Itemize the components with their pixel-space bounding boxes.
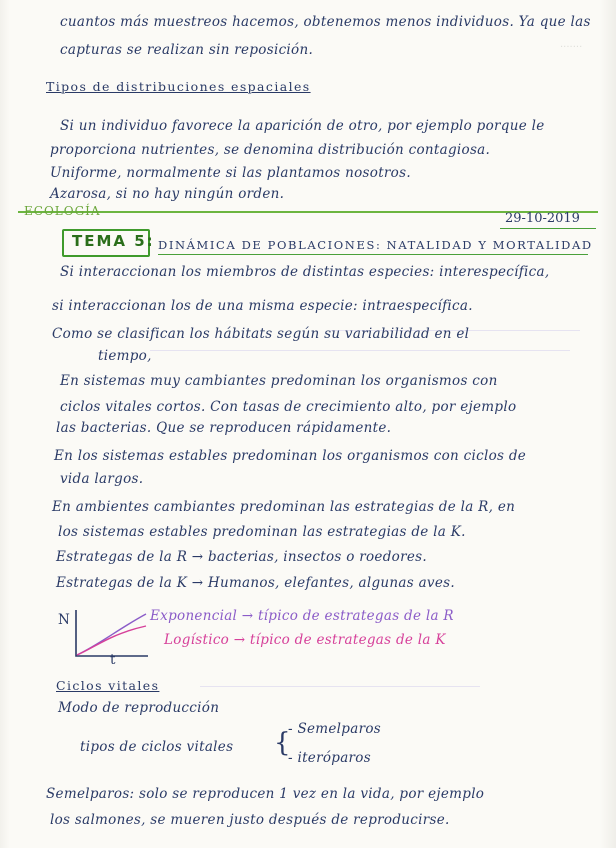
text-line: cuantos más muestreos hacemos, obtenemos menos individuos. Ya que las — [60, 14, 591, 30]
date-label: 29-10-2019 — [505, 211, 580, 226]
section-label: ECOLOGÍA — [24, 204, 101, 218]
tema-title: DINÁMICA DE POBLACIONES: NATALIDAD Y MORTALIDAD — [158, 238, 593, 252]
text-line: capturas se realizan sin reposición. — [60, 42, 314, 58]
text-line: Modo de reproducción — [58, 700, 220, 716]
text-line: las bacterias. Que se reproducen rápidamente. — [56, 420, 392, 436]
text-line: si interaccionan los de una misma especie: intraespecífica. — [52, 298, 473, 314]
text-line: Semelparos: solo se reproducen 1 vez en la vida, por ejemplo — [46, 786, 485, 802]
logistic-curve — [77, 626, 146, 655]
text-line: tipos de ciclos vitales — [80, 739, 234, 755]
exponential-note: Exponencial → típico de estrategas de la R — [150, 608, 454, 624]
text-line: Uniforme, normalmente si las plantamos nosotros. — [50, 165, 411, 181]
text-line: En los sistemas estables predominan los organismos con ciclos de — [54, 448, 527, 464]
text-line: Azarosa, si no hay ningún orden. — [50, 186, 285, 202]
graph-y-label: N — [58, 612, 71, 628]
logistic-note: Logístico → típico de estrategas de la K — [164, 632, 446, 648]
show-through-line — [150, 350, 570, 351]
text-line: Si interaccionan los miembros de distintas especies: interespecífica, — [60, 264, 550, 280]
tema-label: TEMA 5: — [72, 232, 155, 250]
text-line: - iteróparos — [288, 750, 371, 766]
brace: { — [274, 728, 291, 758]
text-line: vida largos. — [60, 471, 144, 487]
heading-distribution-types: Tipos de distribuciones espaciales — [46, 79, 311, 94]
exponential-curve — [77, 614, 146, 655]
text-line: Como se clasifican los hábitats según su variabilidad en el — [52, 326, 470, 342]
growth-sketch — [60, 604, 155, 672]
text-line: los salmones, se mueren justo después de reproducirse. — [50, 812, 450, 828]
text-line: los sistemas estables predominan las estrategias de la K. — [58, 524, 466, 540]
text-line: Estrategas de la K → Humanos, elefantes, algunas aves. — [56, 575, 455, 591]
text-line: Si un individuo favorece la aparición de otro, por ejemplo porque le — [60, 118, 545, 134]
text-line: Estrategas de la R → bacterias, insectos o roedores. — [56, 549, 427, 565]
show-through-text: ······· — [560, 42, 583, 53]
text-line: tiempo, — [98, 348, 152, 364]
text-line: - Semelparos — [288, 721, 381, 737]
heading-life-cycles: Ciclos vitales — [56, 678, 160, 693]
show-through-line — [200, 686, 480, 687]
tema-title-underline — [158, 254, 588, 255]
graph-x-label: t — [110, 652, 116, 668]
text-line: En sistemas muy cambiantes predominan los organismos con — [60, 373, 498, 389]
text-line: proporciona nutrientes, se denomina distribución contagiosa. — [50, 142, 491, 158]
text-line: ciclos vitales cortos. Con tasas de crecimiento alto, por ejemplo — [60, 399, 517, 415]
text-line: En ambientes cambiantes predominan las estrategias de la R, en — [52, 499, 516, 515]
date-underline — [500, 228, 596, 229]
